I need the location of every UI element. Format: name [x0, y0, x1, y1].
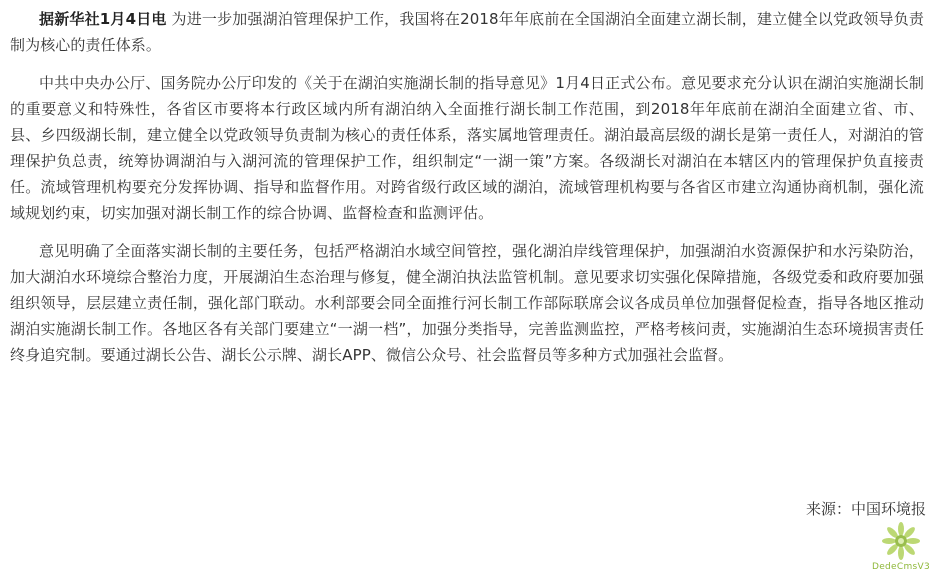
sunflower-logo-icon	[870, 522, 932, 562]
article-paragraph-1	[10, 6, 924, 58]
article-paragraph-2: 中共中央办公厅、国务院办公厅印发的《关于在湖泊实施湖长制的指导意见》1月4日正式公布。意见要求充分认识在湖泊实施湖长制的重要意义和特殊性，各省区市要将本行政区域内所有湖泊纳入全面推行湖长制工作范围，到2018年年底前在湖泊全面建立省、市、县、乡四级湖长制，建立健全以党政领导负责制为核心的责任体系，落实属地管理责任。湖泊最高层级的湖长是第一责任人，对湖泊的管理保护负总责，统筹协调湖泊与入湖河流的管理保护工作，组织制定“一湖一策”方案。各级湖长对湖泊在本辖区内的管理保护负直接责任。流域管理机构要充分发挥协调、指导和监督作用。对跨省级行政区域的湖泊，流域管理机构要与各省区市建立沟通协商机制，强化流域规划约束，切实加强对湖长制工作的综合协调、监督检查和监测评估。	[10, 74, 924, 222]
dateline: 据新华社1月4日电	[39, 10, 167, 28]
dedecms-watermark	[870, 522, 932, 572]
source-credit: 来源：中国环境报	[805, 500, 926, 518]
article-body	[10, 6, 924, 380]
watermark-text: DedeCmsV3	[871, 562, 931, 572]
article-paragraph-3: 意见明确了全面落实湖长制的主要任务，包括严格湖泊水域空间管控，强化湖泊岸线管理保护，加强湖泊水资源保护和水污染防治，加大湖泊水环境综合整治力度，开展湖泊生态治理与修复，健全湖泊执法监管机制。意见要求切实强化保障措施，各级党委和政府要加强组织领导，层层建立责任制，强化部门联动。水利部要会同全面推行河长制工作部际联席会议各成员单位加强督促检查，指导各地区推动湖泊实施湖长制工作。各地区各有关部门要建立“一湖一档”，加强分类指导，完善监测监控，严格考核问责，实施湖泊生态环境损害责任终身追究制。要通过湖长公告、湖长公示牌、湖长APP、微信公众号、社会监督员等多种方式加强社会监督。	[10, 242, 924, 364]
lead-text: 为进一步加强湖泊管理保护工作，我国将在2018年年底前在全国湖泊全面建立湖长制，建立健全以党政领导负责制为核心的责任体系。	[10, 10, 924, 54]
